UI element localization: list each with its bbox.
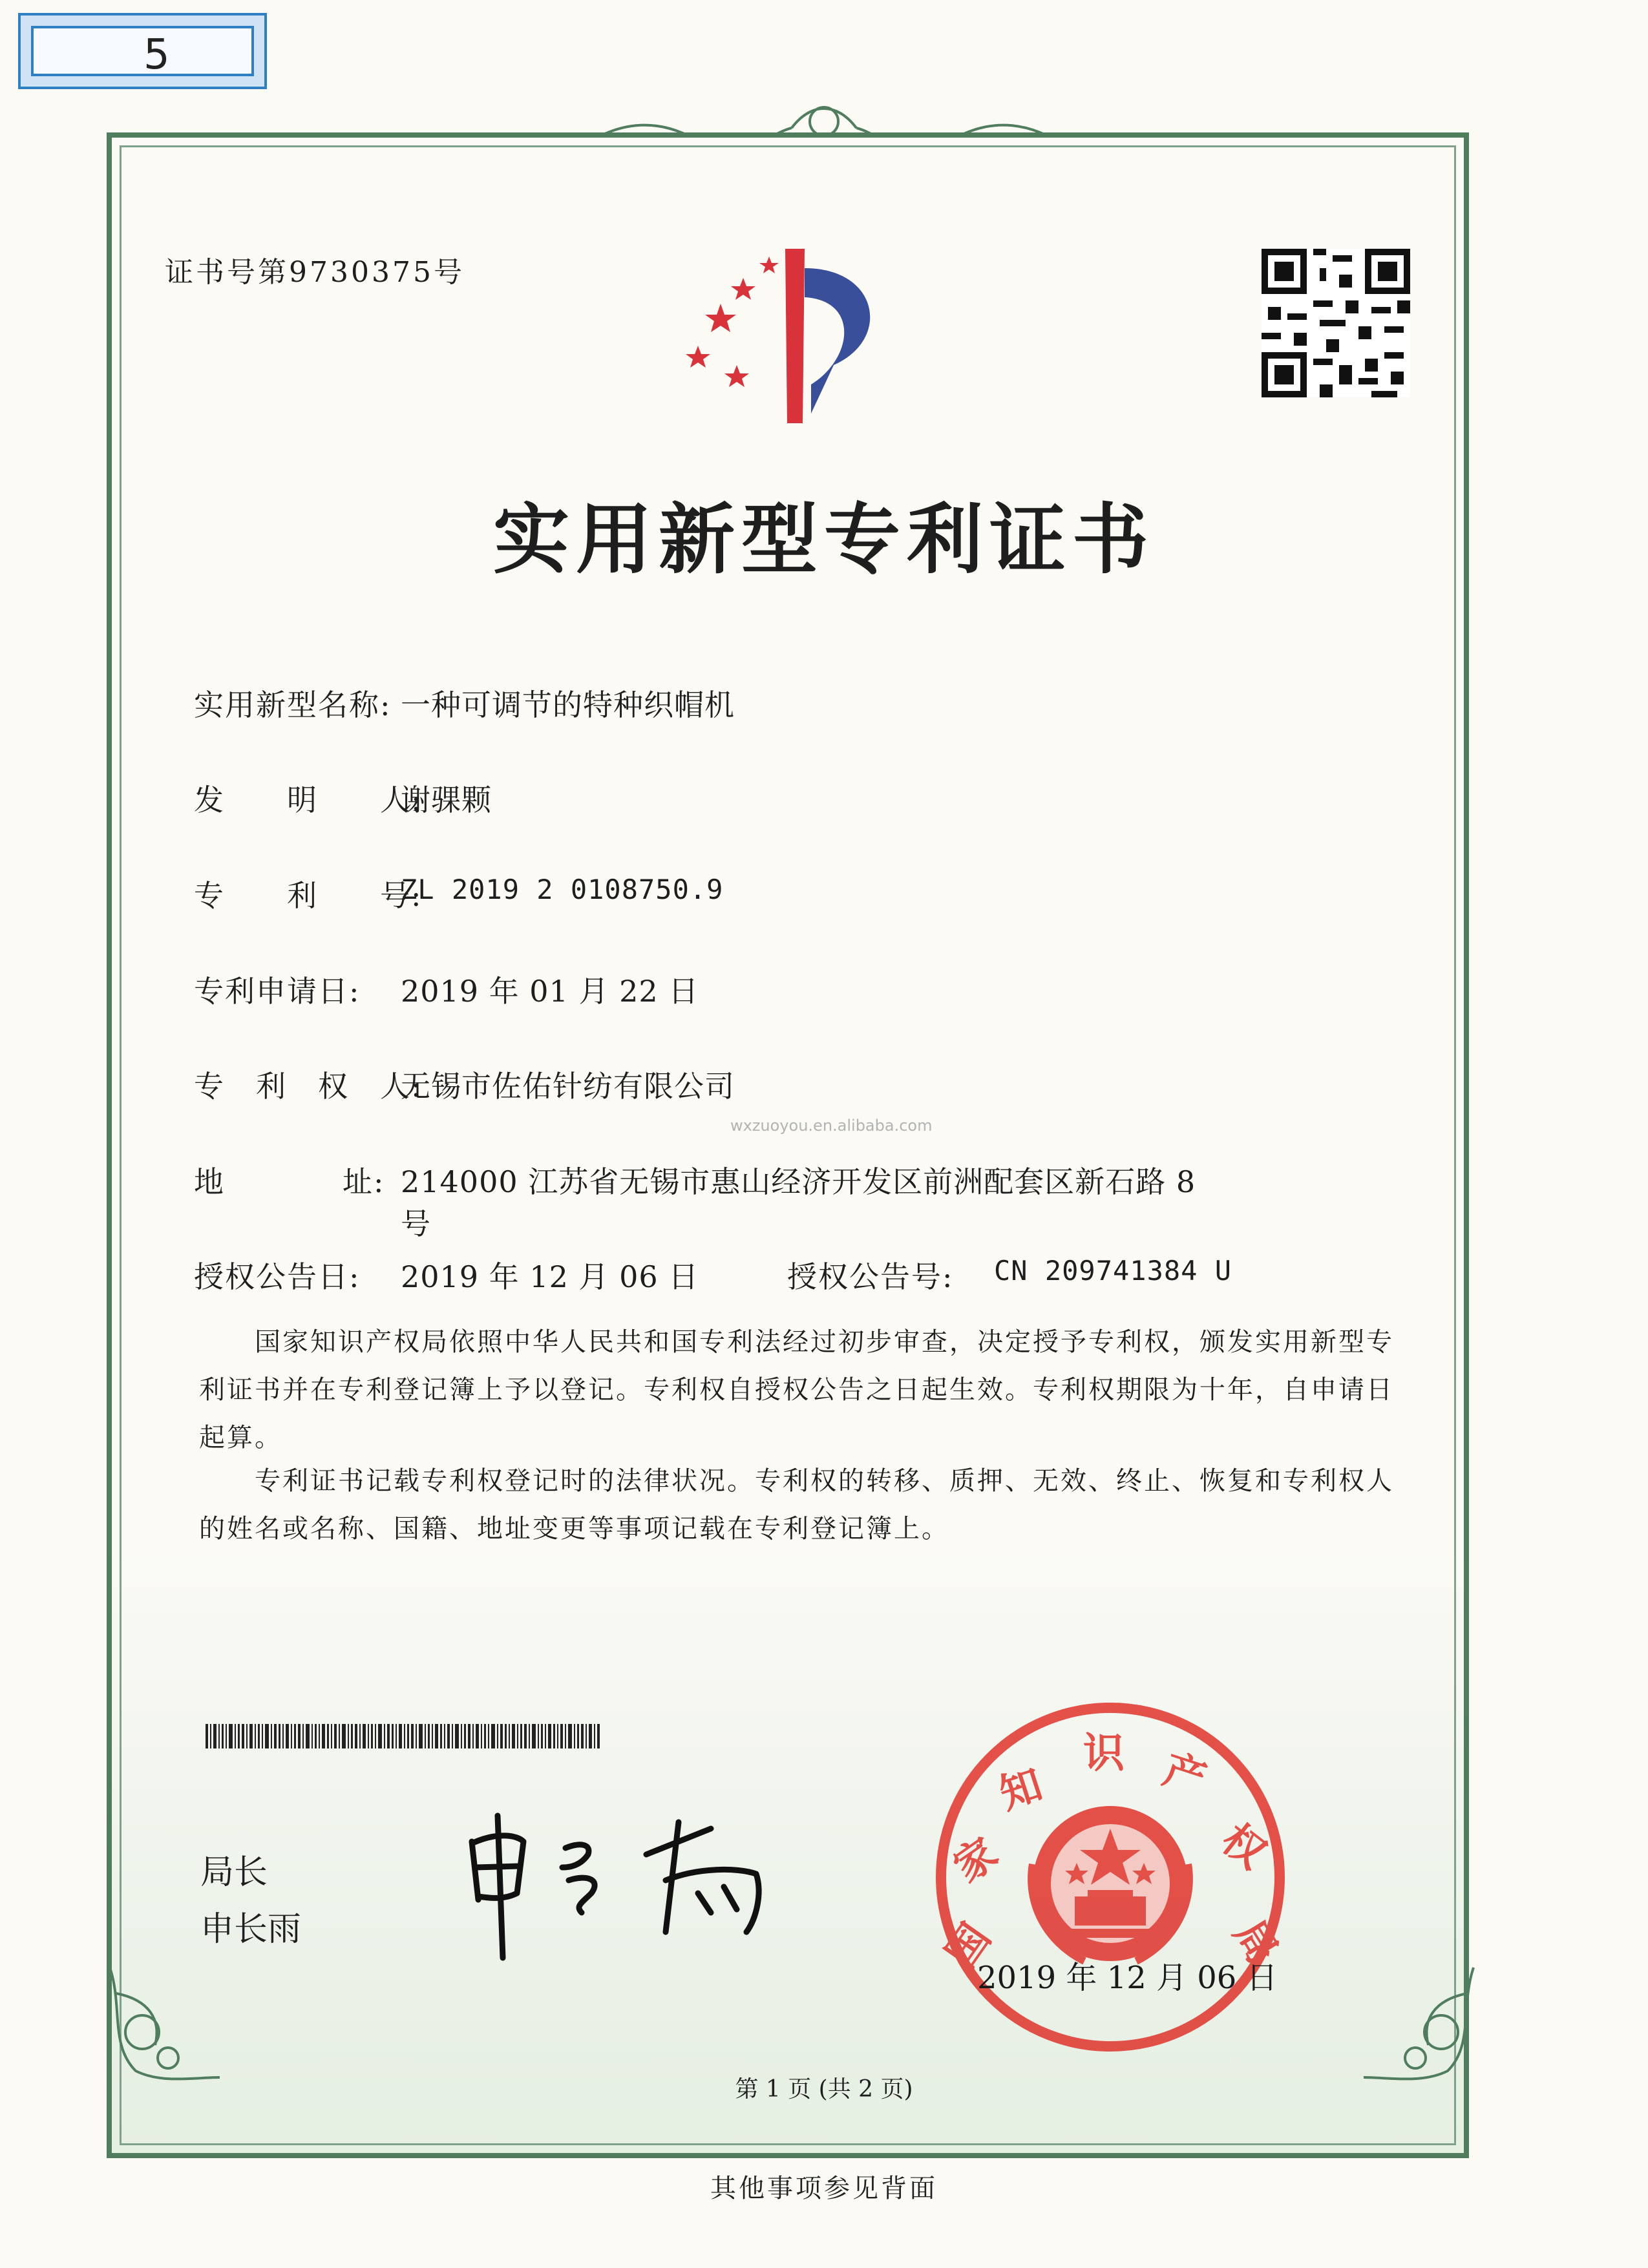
address-label-right: 址: [343, 1164, 385, 1199]
statement-paragraph-1: 国家知识产权局依照中华人民共和国专利法经过初步审查，决定授予专利权，颁发实用新型专利证书并在专利登记簿上予以登记。专利权自授权公告之日起生效。专利权期限为十年，自申请日起算。 [199, 1327, 1394, 1453]
seal-date: 2019 年 12 月 06 日 [977, 1960, 1278, 1996]
page-number: 第 1 页 (共 2 页) [735, 2076, 913, 2103]
official-seal [929, 1696, 1291, 2058]
filing-date: 2019 年 01 月 22 日 [401, 974, 699, 1009]
barcode-icon [206, 1724, 601, 1748]
watermark-text: wxzuoyou.en.alibaba.com [730, 1117, 933, 1135]
certificate-title: 实用新型专利证书 [492, 495, 1155, 584]
handwritten-mark: 5 [143, 31, 170, 79]
inventor-name: 谢骒颗 [401, 782, 492, 817]
statement-paragraph-2: 专利证书记载专利权登记时的法律状况。专利权的转移、质押、无效、终止、恢复和专利权人的姓名或名称、国籍、地址变更等事项记载在专利登记簿上。 [199, 1466, 1394, 1544]
bottom-left-ornament [97, 1955, 233, 2090]
patentee-name: 无锡市佐佑针纺有限公司 [401, 1069, 735, 1104]
patent-number: ZL 2019 2 0108750.9 [401, 874, 724, 905]
address-label-left: 地 [194, 1164, 225, 1199]
svg-text:家: 家 [945, 1829, 1007, 1893]
tag-inner-box [31, 26, 254, 79]
svg-text:国: 国 [937, 1915, 1000, 1977]
patentee-label: 专 利 权 人: [194, 1069, 423, 1104]
handwritten-tag-box [18, 13, 267, 89]
utility-model-name-label: 实用新型名称: [194, 688, 392, 722]
svg-text:权: 权 [1212, 1815, 1275, 1879]
filing-date-label: 专利申请日: [194, 974, 361, 1009]
grant-number-label: 授权公告号: [787, 1259, 954, 1294]
patent-number-label: 专 利 号: [194, 878, 423, 913]
svg-text:局: 局 [1224, 1912, 1287, 1973]
grant-number: CN 209741384 U [994, 1255, 1232, 1286]
svg-text:知: 知 [994, 1761, 1048, 1820]
utility-model-name: 一种可调节的特种织帽机 [401, 688, 735, 722]
director-signature [452, 1803, 814, 1971]
inventor-label: 发 明 人: [194, 782, 423, 817]
svg-text:产: 产 [1157, 1745, 1212, 1804]
qr-code-icon [1262, 249, 1410, 397]
grant-date: 2019 年 12 月 06 日 [401, 1259, 699, 1294]
cnipa-logo-icon [666, 242, 924, 436]
svg-text:识: 识 [1083, 1730, 1125, 1778]
address-line-1: 214000 江苏省无锡市惠山经济开发区前洲配套区新石路 8 [401, 1164, 1196, 1199]
address-line-2: 号 [401, 1206, 431, 1241]
grant-date-label: 授权公告日: [194, 1259, 361, 1294]
bottom-right-ornament [1351, 1955, 1486, 2090]
certificate-number: 证书号第9730375号 [165, 256, 465, 289]
director-name: 申长雨 [200, 1910, 302, 1949]
director-title: 局长 [200, 1853, 268, 1892]
footer-note: 其他事项参见背面 [710, 2174, 938, 2203]
